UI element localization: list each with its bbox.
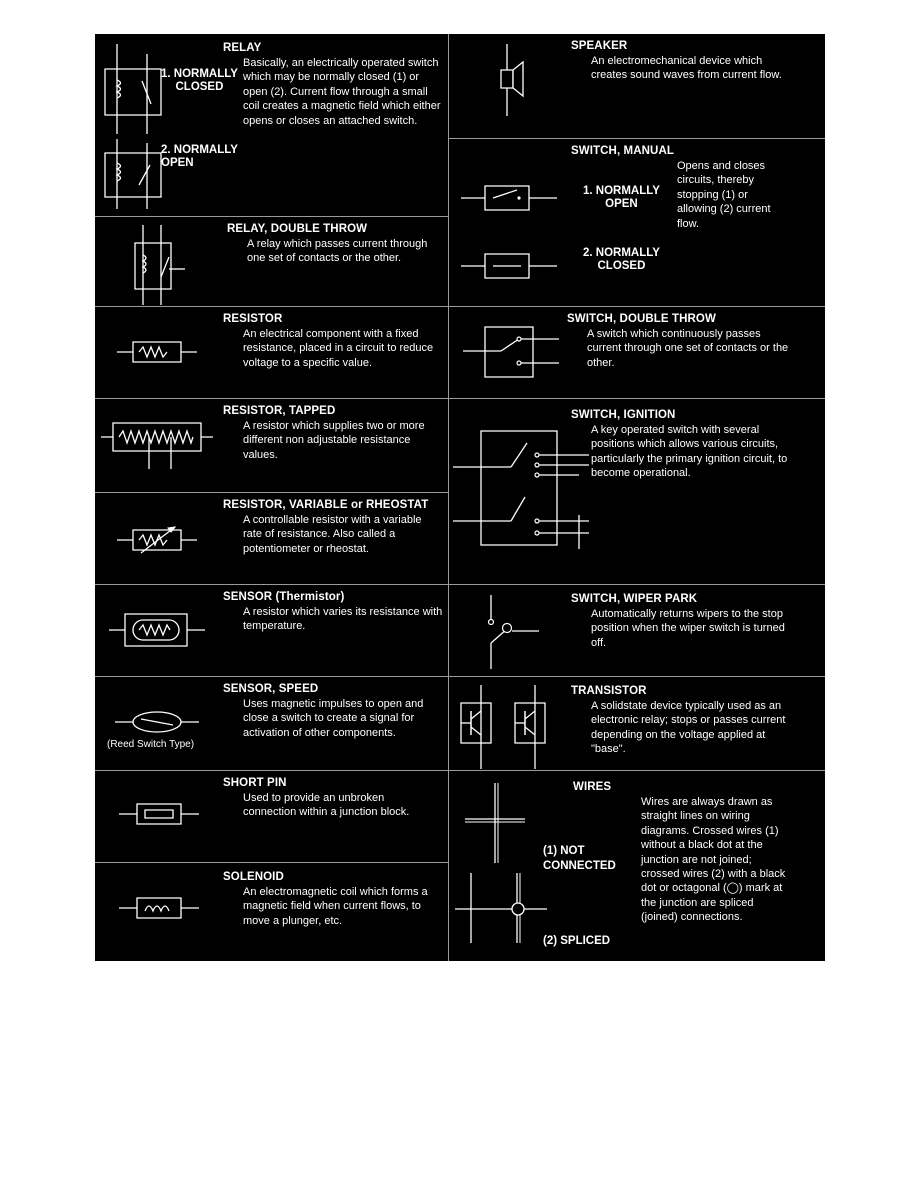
transistor-description: A solidstate device typically used as an electronic relay; stops or passes current depending on the voltage applied at "base". — [591, 700, 786, 756]
transistor-npn-symbol — [457, 685, 501, 769]
switch-manual-item1-label: 1. NORMALLY OPEN — [583, 185, 660, 210]
switch-wiper-park-title: SWITCH, WIPER PARK — [571, 593, 698, 605]
sensor-speed-title: SENSOR, SPEED — [223, 683, 319, 695]
switch-ignition-symbol — [453, 429, 589, 549]
sensor-speed-caption: (Reed Switch Type) — [107, 739, 195, 750]
entry-sensor-thermistor — [95, 584, 448, 676]
switch-manual-description: Opens and closes circuits, thereby stopping (1) or allowing (2) current flow. — [677, 160, 771, 230]
relay-description: Basically, an electrically operated switch which may be normally closed (1) or open (2). Current flow through a small coil creates a magnetic field which either opens or closes an attached switch. — [243, 57, 441, 127]
relay-item1-label: 1. NORMALLY CLOSED — [161, 68, 238, 93]
switch-wiper-park-symbol — [479, 595, 539, 669]
short-pin-title: SHORT PIN — [223, 777, 287, 789]
resistor-variable-symbol — [117, 523, 197, 557]
speaker-description: An electromechanical device which creates sound waves from current flow. — [591, 55, 782, 82]
switch-normally-closed-symbol — [461, 251, 557, 281]
speaker-symbol — [495, 44, 535, 116]
switch-manual-item2-label: 2. NORMALLY CLOSED — [583, 247, 660, 272]
relay-normally-closed-symbol — [103, 44, 163, 134]
wires-item1-label: (1) NOT CONNECTED — [543, 845, 616, 872]
switch-ignition-title: SWITCH, IGNITION — [571, 409, 676, 421]
entry-resistor-variable — [95, 492, 448, 584]
entry-transistor — [449, 676, 825, 770]
sensor-speed-symbol — [115, 707, 199, 737]
entry-resistor-tapped — [95, 398, 448, 492]
entry-switch-double-throw — [449, 306, 825, 398]
speaker-title: SPEAKER — [571, 40, 628, 52]
resistor-variable-title: RESISTOR, VARIABLE or RHEOSTAT — [223, 499, 429, 511]
resistor-tapped-symbol — [101, 417, 213, 469]
switch-normally-open-symbol — [461, 183, 557, 213]
sensor-thermistor-symbol — [109, 611, 205, 649]
solenoid-description: An electromagnetic coil which forms a magnetic field when current flows, to move a plunger, etc. — [243, 886, 428, 927]
switch-double-throw-symbol — [463, 325, 559, 381]
entry-switch-ignition — [449, 398, 825, 584]
entry-switch-wiper-park — [449, 584, 825, 676]
entry-speaker — [449, 34, 825, 138]
short-pin-description: Used to provide an unbroken connection within a junction block. — [243, 792, 410, 819]
resistor-tapped-title: RESISTOR, TAPPED — [223, 405, 336, 417]
wires-spliced-symbol — [455, 873, 547, 943]
switch-manual-title: SWITCH, MANUAL — [571, 145, 674, 157]
resistor-tapped-description: A resistor which supplies two or more different non adjustable resistance values. — [243, 420, 425, 461]
entry-relay-double-throw — [95, 216, 448, 306]
symbol-legend-sheet — [95, 34, 825, 961]
resistor-title: RESISTOR — [223, 313, 283, 325]
entry-wires — [449, 770, 825, 961]
wires-item2-label: (2) SPLICED — [543, 935, 611, 947]
solenoid-symbol — [119, 895, 199, 921]
entry-solenoid — [95, 862, 448, 961]
entry-short-pin — [95, 770, 448, 862]
entry-sensor-speed — [95, 676, 448, 770]
switch-double-throw-description: A switch which continuously passes current through one set of contacts or the other. — [587, 328, 789, 369]
switch-ignition-description: A key operated switch with several positions which allows various circuits, particularly the primary ignition circuit, to become operational. — [591, 424, 788, 480]
wires-title: WIRES — [573, 781, 612, 793]
resistor-symbol — [117, 337, 197, 367]
wires-not-connected-symbol — [465, 783, 525, 863]
relay-normally-open-symbol — [103, 139, 163, 209]
sensor-speed-description: Uses magnetic impulses to open and close a switch to create a signal for activation of other components. — [243, 698, 424, 739]
switch-wiper-park-description: Automatically returns wipers to the stop position when the wiper switch is turned off. — [591, 608, 785, 649]
transistor-title: TRANSISTOR — [571, 685, 647, 697]
relay-title: RELAY — [223, 42, 262, 54]
transistor-pnp-symbol — [511, 685, 555, 769]
entry-switch-manual — [449, 138, 825, 306]
entry-relay — [95, 34, 448, 216]
switch-double-throw-title: SWITCH, DOUBLE THROW — [567, 313, 716, 325]
sensor-thermistor-title: SENSOR (Thermistor) — [223, 591, 345, 603]
short-pin-symbol — [119, 801, 199, 827]
entry-resistor — [95, 306, 448, 398]
resistor-variable-description: A controllable resistor with a variable rate of resistance. Also called a potentiometer or rheostat. — [243, 514, 422, 555]
relay-double-throw-description: A relay which passes current through one set of contacts or the other. — [247, 238, 428, 265]
relay-double-throw-symbol — [131, 225, 187, 305]
solenoid-title: SOLENOID — [223, 871, 284, 883]
relay-double-throw-title: RELAY, DOUBLE THROW — [227, 223, 368, 235]
relay-item2-label: 2. NORMALLY OPEN — [161, 144, 238, 169]
sensor-thermistor-description: A resistor which varies its resistance with temperature. — [243, 606, 443, 633]
wires-description: Wires are always drawn as straight lines on wiring diagrams. Crossed wires (1) without a black dot at the junction are not joined; crossed wires (2) with a black dot or octagonal (◯) mark at the junction are spliced (joined) connections. — [641, 796, 786, 924]
resistor-description: An electrical component with a fixed resistance, placed in a circuit to reduce voltage to a specific value. — [243, 328, 434, 369]
